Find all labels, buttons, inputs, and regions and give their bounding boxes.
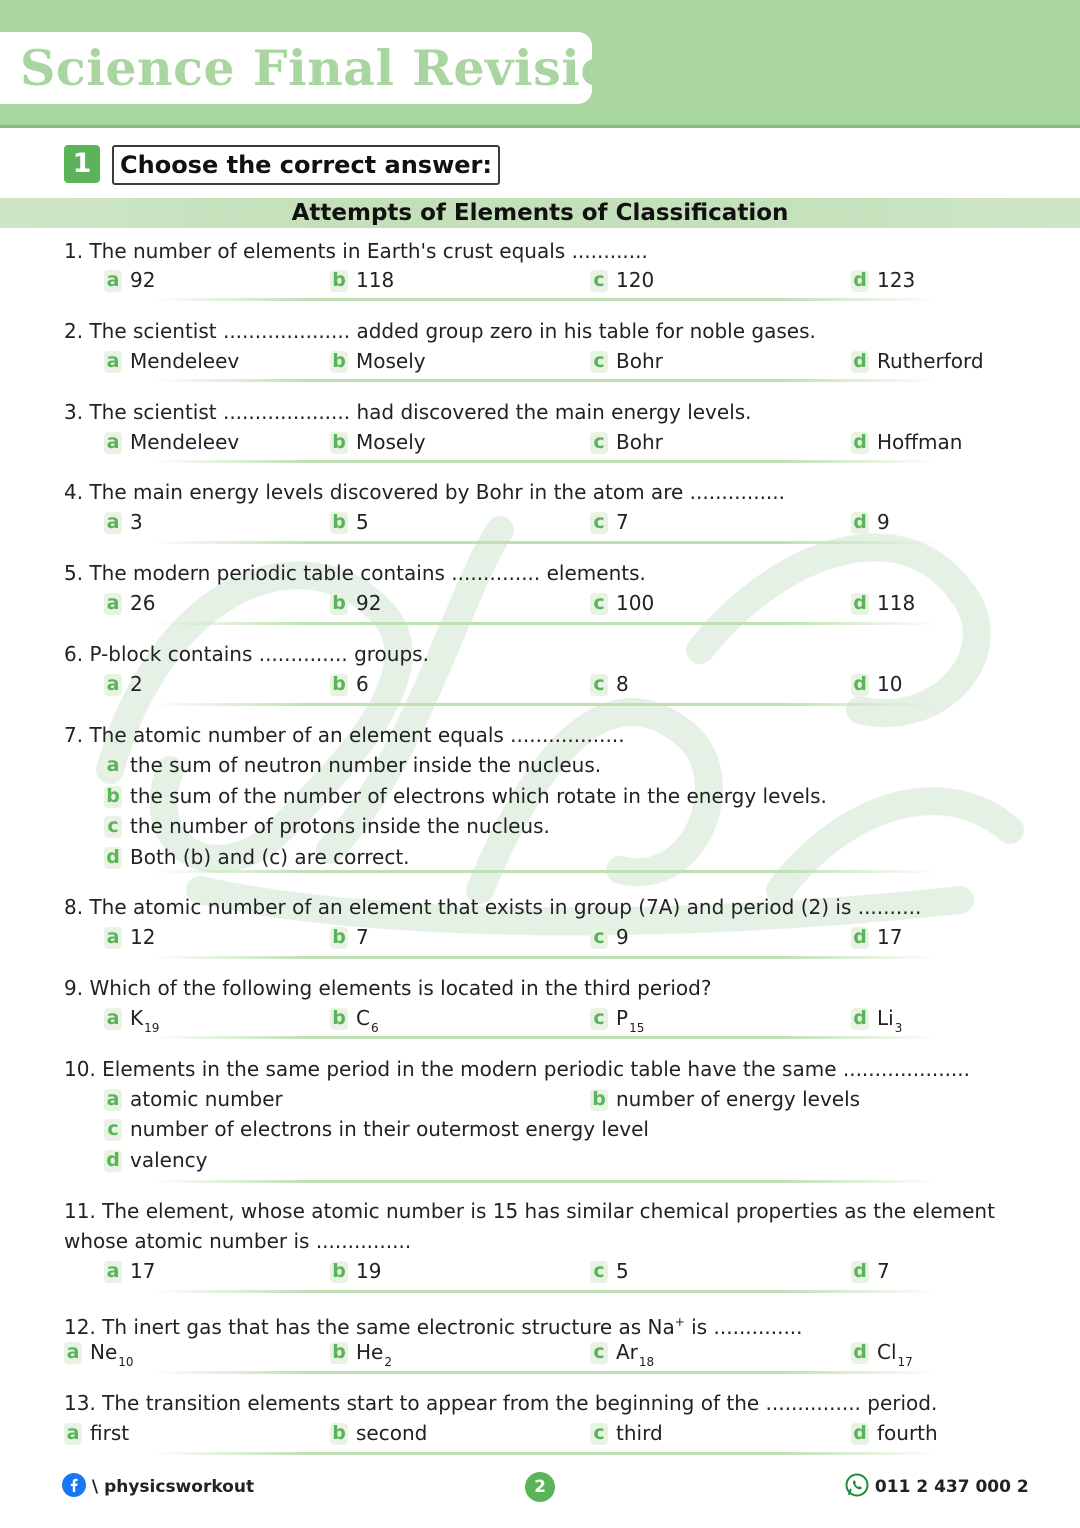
option-text: 7 xyxy=(616,510,629,534)
option-text: 26 xyxy=(130,591,156,615)
answer-option-c[interactable] xyxy=(104,1114,649,1144)
element-atomic-number: 18 xyxy=(638,1355,655,1369)
answer-option-a[interactable] xyxy=(104,1256,155,1286)
option-letter: b xyxy=(104,786,122,808)
option-letter: d xyxy=(104,847,122,869)
option-letter: a xyxy=(104,674,122,696)
element-atomic-number: 15 xyxy=(629,1021,645,1035)
option-text: 3 xyxy=(130,510,143,534)
element-symbol: P xyxy=(616,1006,629,1030)
element-symbol: Li xyxy=(877,1006,894,1030)
question-text: 11. The element, whose atomic number is 15 has similar chemical properties as the element xyxy=(64,1199,995,1223)
question-separator xyxy=(150,1036,940,1039)
option-text: Mendeleev xyxy=(130,430,240,454)
question-separator xyxy=(150,460,940,463)
option-letter: d xyxy=(851,1261,869,1283)
answer-option-b[interactable] xyxy=(330,669,369,699)
answer-option-b[interactable] xyxy=(330,265,394,295)
option-letter: c xyxy=(590,270,608,292)
option-letter: d xyxy=(851,674,869,696)
option-text: number of energy levels xyxy=(616,1087,861,1111)
answer-option-c[interactable] xyxy=(590,507,629,537)
question-block-number: 1 xyxy=(64,145,100,183)
option-text: 120 xyxy=(616,268,655,292)
option-letter: a xyxy=(104,593,122,615)
question-text-part: 12. Th inert gas that has the same electronic structure as Na xyxy=(64,1315,675,1339)
option-text: 92 xyxy=(356,591,382,615)
element-symbol: He xyxy=(356,1340,384,1364)
option-letter: d xyxy=(851,432,869,454)
answer-option-b[interactable] xyxy=(330,1418,427,1448)
answer-option-b[interactable] xyxy=(330,346,426,376)
answer-option-d[interactable] xyxy=(851,507,890,537)
option-text: Hoffman xyxy=(877,430,963,454)
option-text: 17 xyxy=(877,925,903,949)
question-separator xyxy=(150,379,940,382)
question-separator xyxy=(150,1371,940,1374)
answer-option-c[interactable] xyxy=(104,811,550,841)
question-text: 8. The atomic number of an element that exists in group (7A) and period (2) is .......... xyxy=(64,895,922,919)
option-letter: d xyxy=(104,1150,122,1172)
option-text: first xyxy=(90,1421,130,1445)
option-text: 12 xyxy=(130,925,156,949)
question-text: 3. The scientist .................... had discovered the main energy levels. xyxy=(64,400,752,424)
answer-option-c[interactable] xyxy=(590,427,663,457)
section-title: Attempts of Elements of Classification xyxy=(291,200,789,226)
answer-option-c[interactable] xyxy=(590,1256,629,1286)
option-letter: b xyxy=(330,1423,348,1445)
answer-option-b[interactable] xyxy=(590,1084,860,1114)
question-text: 7. The atomic number of an element equals .................. xyxy=(64,723,625,747)
element-symbol: Cl xyxy=(877,1340,897,1364)
element-atomic-number: 2 xyxy=(384,1355,392,1369)
question-separator xyxy=(150,1290,940,1293)
option-text: the number of protons inside the nucleus. xyxy=(130,814,550,839)
answer-option-c[interactable] xyxy=(590,346,663,376)
option-text: atomic number xyxy=(130,1087,283,1111)
option-letter: c xyxy=(590,927,608,949)
option-letter: d xyxy=(851,1423,869,1445)
option-letter: c xyxy=(590,351,608,373)
answer-option-d[interactable] xyxy=(851,922,902,952)
option-letter: b xyxy=(330,674,348,696)
question-text: 1. The number of elements in Earth's crust equals ............ xyxy=(64,239,648,263)
answer-option-d[interactable] xyxy=(104,842,410,872)
question-separator xyxy=(150,703,940,706)
option-letter: d xyxy=(851,1008,869,1030)
question-text: 10. Elements in the same period in the modern periodic table have the same .................... xyxy=(64,1057,971,1081)
option-letter: b xyxy=(330,512,348,534)
question-separator xyxy=(150,956,940,959)
option-letter: d xyxy=(851,927,869,949)
option-text: the sum of neutron number inside the nucleus. xyxy=(130,753,602,777)
element-symbol: Ar xyxy=(616,1340,638,1364)
option-text: 17 xyxy=(130,1259,156,1283)
question-text xyxy=(64,1307,803,1342)
answer-option-a[interactable] xyxy=(64,1418,129,1448)
option-letter: c xyxy=(590,1008,608,1030)
option-text: 92 xyxy=(130,268,156,292)
question-block-instruction: Choose the correct answer: xyxy=(112,145,500,185)
option-letter: c xyxy=(590,1342,608,1364)
option-letter: d xyxy=(851,270,869,292)
option-letter: a xyxy=(104,1008,122,1030)
answer-option-c[interactable] xyxy=(590,922,629,952)
question-text: 5. The modern periodic table contains .............. elements. xyxy=(64,561,646,585)
question-text-continued: whose atomic number is ............... xyxy=(64,1229,412,1253)
option-letter: b xyxy=(330,1342,348,1364)
option-text: 9 xyxy=(877,510,890,534)
option-letter: c xyxy=(104,1119,122,1141)
answer-option-a[interactable] xyxy=(64,1337,134,1377)
question-text: 6. P-block contains .............. groups. xyxy=(64,642,429,666)
option-letter: d xyxy=(851,593,869,615)
option-text: 123 xyxy=(877,268,916,292)
answer-option-a[interactable] xyxy=(104,346,239,376)
option-text: the sum of the number of electrons which rotate in the energy levels. xyxy=(130,783,827,808)
answer-option-a[interactable] xyxy=(104,922,155,952)
answer-option-c[interactable] xyxy=(590,1418,663,1448)
question-text: 4. The main energy levels discovered by Bohr in the atom are ............... xyxy=(64,480,785,504)
answer-option-d[interactable] xyxy=(104,1145,207,1175)
option-text: 7 xyxy=(356,925,369,949)
answer-option-b[interactable] xyxy=(330,1256,381,1286)
option-text: Mendeleev xyxy=(130,349,240,373)
element-symbol: C xyxy=(356,1006,370,1030)
option-text: third xyxy=(616,1421,663,1445)
option-text: Both (b) and (c) are correct. xyxy=(130,844,410,869)
option-letter: a xyxy=(104,351,122,373)
option-text: 6 xyxy=(356,672,369,696)
option-text: 5 xyxy=(616,1259,629,1283)
option-text: 118 xyxy=(877,591,916,615)
option-letter: d xyxy=(851,1342,869,1364)
option-letter: b xyxy=(330,432,348,454)
option-letter: a xyxy=(64,1423,82,1445)
answer-option-c[interactable] xyxy=(590,669,629,699)
option-text: Mosely xyxy=(356,430,426,454)
answer-option-b[interactable] xyxy=(330,427,426,457)
social-handle[interactable]: physicsworkout xyxy=(104,1477,255,1497)
element-symbol: K xyxy=(130,1006,144,1030)
answer-option-b[interactable] xyxy=(330,588,381,618)
footer-social xyxy=(62,1472,254,1502)
option-text: 10 xyxy=(877,672,903,696)
element-symbol: Ne xyxy=(90,1340,118,1364)
question-separator xyxy=(150,541,940,544)
option-text: fourth xyxy=(877,1421,938,1445)
option-letter: b xyxy=(330,1008,348,1030)
phone-number[interactable]: 011 2 437 000 2 xyxy=(874,1477,1029,1497)
answer-option-b[interactable] xyxy=(330,507,369,537)
element-atomic-number: 3 xyxy=(894,1021,903,1035)
option-letter: a xyxy=(104,927,122,949)
option-letter: c xyxy=(590,593,608,615)
element-atomic-number: 6 xyxy=(370,1021,379,1035)
option-letter: a xyxy=(104,1089,122,1111)
answer-option-a[interactable] xyxy=(104,669,143,699)
question-separator xyxy=(150,870,940,873)
option-text: 2 xyxy=(130,672,143,696)
option-letter: b xyxy=(330,270,348,292)
answer-option-c[interactable] xyxy=(590,588,654,618)
element-atomic-number: 19 xyxy=(144,1021,160,1035)
answer-option-a[interactable] xyxy=(104,588,155,618)
option-letter: a xyxy=(64,1342,82,1364)
answer-option-d[interactable] xyxy=(851,427,962,457)
option-letter: c xyxy=(104,816,122,838)
option-letter: b xyxy=(330,351,348,373)
answer-option-d[interactable] xyxy=(851,265,915,295)
option-letter: c xyxy=(590,1423,608,1445)
page-number: 2 xyxy=(525,1472,555,1502)
element-atomic-number: 17 xyxy=(897,1355,913,1369)
answer-option-b[interactable] xyxy=(104,781,827,811)
answer-option-c[interactable] xyxy=(590,265,654,295)
answer-option-d[interactable] xyxy=(851,1418,938,1448)
question-separator xyxy=(150,1180,940,1183)
option-letter: b xyxy=(590,1089,608,1111)
question-separator xyxy=(150,298,940,301)
element-atomic-number: 10 xyxy=(118,1355,134,1369)
social-separator: \ xyxy=(91,1477,99,1497)
option-letter: c xyxy=(590,1261,608,1283)
answer-option-d[interactable] xyxy=(851,669,902,699)
option-letter: c xyxy=(590,512,608,534)
question-text-part: is .............. xyxy=(684,1315,803,1339)
option-letter: d xyxy=(851,351,869,373)
option-text: 5 xyxy=(356,510,369,534)
option-letter: a xyxy=(104,755,122,777)
option-text: 8 xyxy=(616,672,629,696)
option-text: 7 xyxy=(877,1259,890,1283)
footer-phone xyxy=(845,1472,1029,1502)
whatsapp-icon[interactable] xyxy=(845,1473,869,1497)
option-letter: a xyxy=(104,1261,122,1283)
option-text: valency xyxy=(130,1148,208,1172)
question-text: 9. Which of the following elements is located in the third period? xyxy=(64,976,712,1000)
option-text: Bohr xyxy=(616,430,663,454)
option-text: 19 xyxy=(356,1259,382,1283)
answer-option-d[interactable] xyxy=(851,1256,890,1286)
option-letter: a xyxy=(104,432,122,454)
answer-option-a[interactable] xyxy=(104,265,155,295)
option-letter: c xyxy=(590,674,608,696)
question-separator xyxy=(150,622,940,625)
option-letter: d xyxy=(851,512,869,534)
answer-option-d[interactable] xyxy=(851,346,984,376)
option-letter: b xyxy=(330,1261,348,1283)
answer-option-a[interactable] xyxy=(104,750,601,780)
option-letter: b xyxy=(330,593,348,615)
option-text: 9 xyxy=(616,925,629,949)
option-text: Rutherford xyxy=(877,349,984,373)
option-text: 100 xyxy=(616,591,655,615)
page-title: Science Final Revision xyxy=(20,39,650,97)
option-text: 118 xyxy=(356,268,395,292)
answer-option-b[interactable] xyxy=(330,922,369,952)
option-letter: a xyxy=(104,512,122,534)
option-letter: c xyxy=(590,432,608,454)
question-text: 2. The scientist .................... added group zero in his table for noble gases. xyxy=(64,319,816,343)
option-text: Mosely xyxy=(356,349,426,373)
question-superscript: + xyxy=(674,1315,685,1329)
option-letter: a xyxy=(104,270,122,292)
option-text: second xyxy=(356,1421,428,1445)
answer-option-a[interactable] xyxy=(104,507,143,537)
question-separator xyxy=(150,1452,940,1455)
answer-option-a[interactable] xyxy=(104,1084,283,1114)
option-text: Bohr xyxy=(616,349,663,373)
option-text: number of electrons in their outermost energy level xyxy=(130,1117,649,1141)
answer-option-a[interactable] xyxy=(104,427,239,457)
answer-option-d[interactable] xyxy=(851,588,915,618)
facebook-icon[interactable] xyxy=(62,1473,86,1497)
question-text: 13. The transition elements start to appear from the beginning of the ............... period. xyxy=(64,1391,938,1415)
option-letter: b xyxy=(330,927,348,949)
